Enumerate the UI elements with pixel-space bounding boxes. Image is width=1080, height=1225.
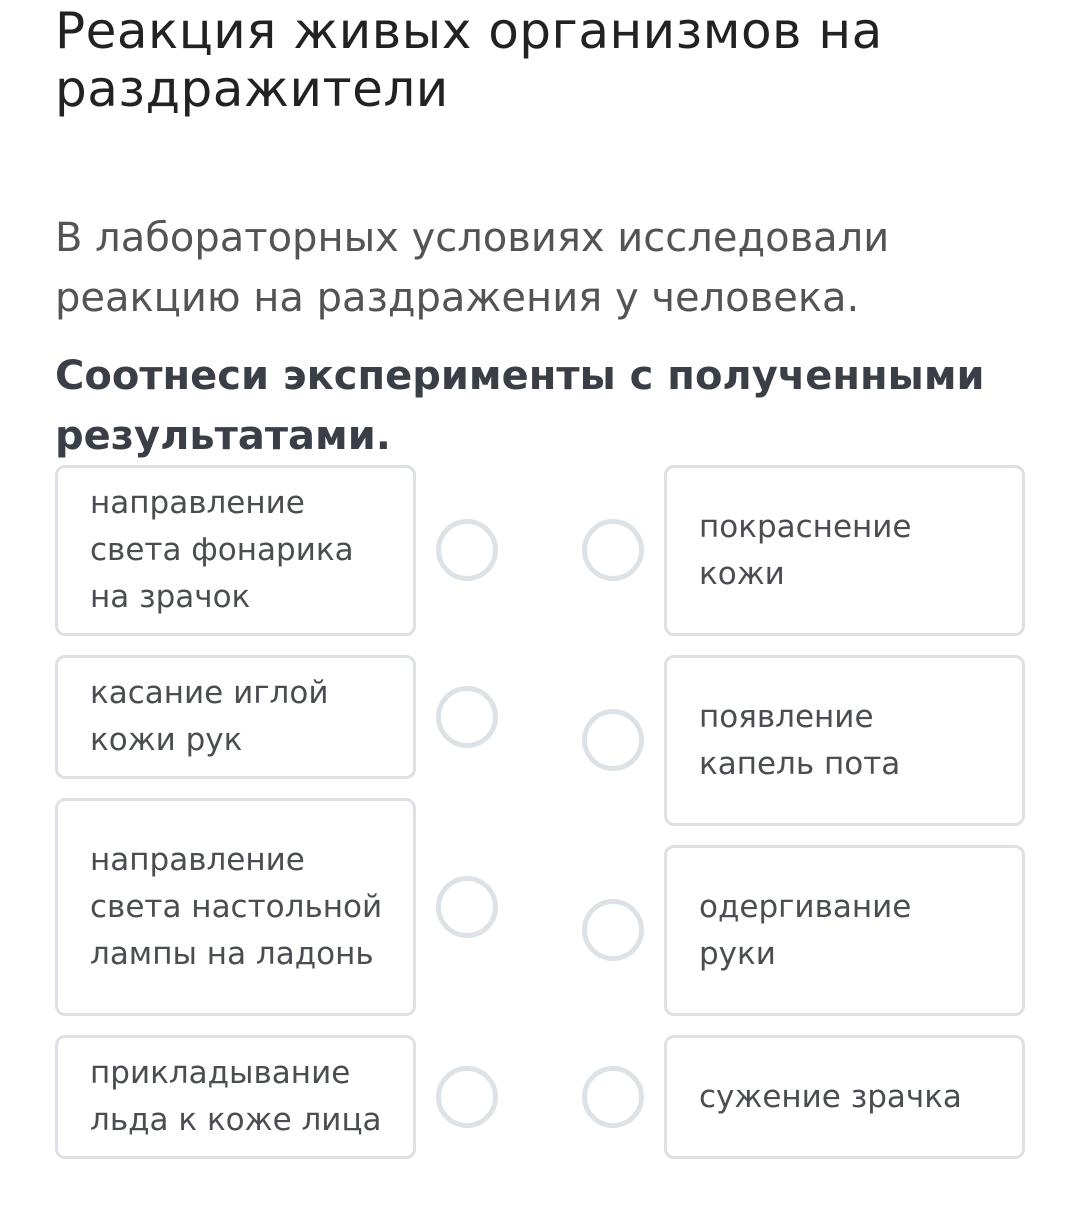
experiment-connector-1[interactable]: [436, 519, 498, 581]
result-card-3[interactable]: [664, 845, 1025, 1016]
experiment-label: касание иглой кожи рук: [90, 675, 329, 758]
task-instruction: Соотнеси эксперименты с полученными результатами.: [55, 353, 985, 459]
result-connector-2[interactable]: [582, 709, 644, 771]
result-connector-1[interactable]: [582, 519, 644, 581]
experiment-card-2[interactable]: [55, 655, 416, 779]
result-label: покраснение кожи: [699, 508, 912, 592]
result-card-1[interactable]: [664, 465, 1025, 636]
experiment-connector-3[interactable]: [436, 876, 498, 938]
result-card-2[interactable]: [664, 655, 1025, 826]
experiment-label: прикладывание льда к коже лица: [90, 1055, 382, 1138]
experiment-connector-2[interactable]: [436, 686, 498, 748]
result-label: сужение зрачка: [699, 1078, 962, 1115]
experiment-connector-4[interactable]: [436, 1066, 498, 1128]
experiment-label: направление света настольной лампы на ладонь: [90, 841, 383, 972]
experiment-card-1[interactable]: [55, 465, 416, 636]
result-card-4[interactable]: [664, 1035, 1025, 1159]
result-label: одергивание руки: [699, 888, 912, 972]
experiment-label: направление света фонарика на зрачок: [90, 485, 354, 615]
experiment-card-3[interactable]: [55, 798, 416, 1016]
task-description: В лабораторных условиях исследовали реакцию на раздражения у человека.: [55, 215, 890, 321]
result-connector-4[interactable]: [582, 1066, 644, 1128]
result-label: появление капель пота: [699, 698, 901, 782]
page-title: Реакция живых организмов на раздражители: [55, 2, 883, 118]
result-connector-3[interactable]: [582, 899, 644, 961]
experiment-card-4[interactable]: [55, 1035, 416, 1159]
